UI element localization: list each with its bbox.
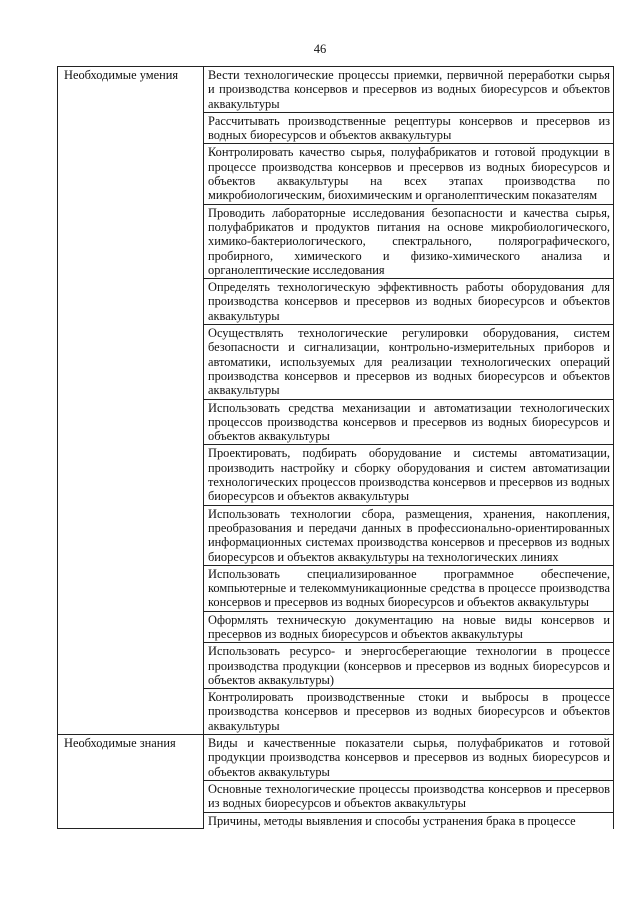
skill-item: Оформлять техническую документацию на новые виды консервов и пресервов из водных биоресурсов и объектов аквакультуры <box>204 611 614 643</box>
skill-item: Использовать специализированное программное обеспечение, компьютерные и телекоммуникационные средства в процессе производства консервов и пресервов из водных биоресурсов и объектов аквакультуры <box>204 565 614 611</box>
knowledge-item: Виды и качественные показатели сырья, полуфабрикатов и готовой продукции производства консервов и пресервов из водных биоресурсов и объектов аквакультуры <box>204 735 614 781</box>
skill-item: Осуществлять технологические регулировки оборудования, систем безопасности и сигнализации, контрольно-измерительных приборов и автоматики, используемых для реализации технологических операций производства консервов и пресервов из водных биоресурсов и объектов аквакультуры <box>204 325 614 399</box>
skill-item: Определять технологическую эффективность работы оборудования для производства консервов и пресервов из водных биоресурсов и объектов аквакультуры <box>204 279 614 325</box>
skill-item: Использовать технологии сбора, размещения, хранения, накопления, преобразования и передачи данных в профессионально-ориентированных информационных системах производства консервов и пресервов из водных биоресурсов и объектов аквакультуры на технологических линиях <box>204 505 614 565</box>
skill-item: Вести технологические процессы приемки, первичной переработки сырья и производства консервов и пресервов из водных биоресурсов и объектов аквакультуры <box>204 67 614 113</box>
skill-item: Рассчитывать производственные рецептуры консервов и пресервов из водных биоресурсов и объектов аквакультуры <box>204 112 614 144</box>
skill-item: Использовать средства механизации и автоматизации технологических процессов производства консервов и пресервов из водных биоресурсов и объектов аквакультуры <box>204 399 614 445</box>
skill-item: Проектировать, подбирать оборудование и системы автоматизации, производить настройку и сборку оборудования и систем автоматизации технологических процессов производства консервов и пресервов из водных биоресурсов и объектов аквакультуры <box>204 445 614 505</box>
knowledge-item: Причины, методы выявления и способы устранения брака в процессе <box>204 812 614 829</box>
section-label-skills: Необходимые умения <box>58 67 204 735</box>
table-row <box>58 735 614 781</box>
skill-item: Контролировать производственные стоки и выбросы в процессе производства консервов и пресервов из водных биоресурсов и объектов аквакультуры <box>204 689 614 735</box>
page-number: 46 <box>313 42 327 56</box>
section-label-knowledge: Необходимые знания <box>58 735 204 829</box>
competency-table <box>57 66 614 829</box>
skill-item: Использовать ресурсо- и энергосберегающие технологии в процессе производства продукции (консервов и пресервов из водных биоресурсов и объектов аквакультуры) <box>204 643 614 689</box>
table-row <box>58 67 614 113</box>
knowledge-item: Основные технологические процессы производства консервов и пресервов из водных биоресурсов и объектов аквакультуры <box>204 780 614 812</box>
skill-item: Контролировать качество сырья, полуфабрикатов и готовой продукции в процессе производства консервов и пресервов из водных биоресурсов и объектов аквакультуры на всех этапах производства по микробиологическим, биохимическим и органолептическим показателям <box>204 144 614 204</box>
skill-item: Проводить лабораторные исследования безопасности и качества сырья, полуфабрикатов и продуктов питания на основе микробиологического, химико-бактериологического, спектрального, полярографического, пробирного, химического и физико-химического анализа и органолептические исследования <box>204 204 614 278</box>
